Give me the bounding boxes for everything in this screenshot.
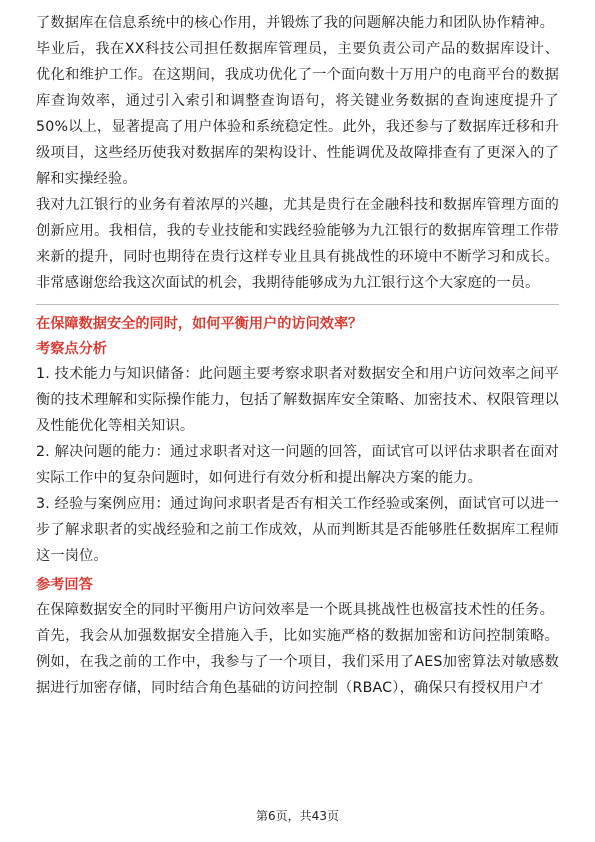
document-body bbox=[36, 10, 559, 701]
analysis-item-1: 1. 技术能力与知识储备：此问题主要考察求职者对数据安全和用户访问效率之间平衡的技术理解和实际操作能力，包括了解数据库安全策略、加密技术、权限管理以及性能优化等相关知识。 bbox=[36, 366, 559, 434]
intro-paragraph-3: 我对九江银行的业务有着浓厚的兴趣，尤其是贵行在金融科技和数据库管理方面的创新应用。我相信，我的专业技能和实践经验能够为九江银行的数据库管理工作带来新的提升，同时也期待在贵行这样专业且具有挑战性的环境中不断学习和成长。非常感谢您给我这次面试的机会，我期待能够成为九江银行这个大家庭的一员。 bbox=[36, 197, 559, 291]
analysis-item-2: 2. 解决问题的能力：通过求职者对这一问题的回答，面试官可以评估求职者在面对实际工作中的复杂问题时，如何进行有效分析和提出解决方案的能力。 bbox=[36, 444, 559, 486]
answer-paragraph-2: 首先，我会从加强数据安全措施入手，比如实施严格的数据加密和访问控制策略。例如，在我之前的工作中，我参与了一个项目，我们采用了AES加密算法对敏感数据进行加密存储，同时结合角色基础的访问控制（RBAC），确保只有授权用户才 bbox=[36, 628, 559, 696]
page-number: 第6页，共43页 bbox=[256, 809, 339, 823]
answer-heading: 参考回答 bbox=[36, 577, 93, 593]
question-title: 在保障数据安全的同时，如何平衡用户的访问效率？ bbox=[36, 316, 363, 332]
section-divider bbox=[36, 304, 559, 305]
analysis-heading: 考察点分析 bbox=[36, 341, 107, 357]
intro-paragraph-1: 了数据库在信息系统中的核心作用，并锻炼了我的问题解决能力和团队协作精神。 bbox=[36, 15, 554, 31]
answer-paragraph-1: 在保障数据安全的同时平衡用户访问效率是一个既具挑战性也极富技术性的任务。 bbox=[36, 602, 554, 618]
intro-paragraph-2: 毕业后，我在XX科技公司担任数据库管理员，主要负责公司产品的数据库设计、优化和维护工作。在这期间，我成功优化了一个面向数十万用户的电商平台的数据库查询效率，通过引入索引和调整查询语句，将关键业务数据的查询速度提升了50%以上，显著提高了用户体验和系统稳定性。此外，我还参与了数据库迁移和升级项目，这些经历使我对数据库的架构设计、性能调优及故障排查有了更深入的了解和实操经验。 bbox=[36, 41, 559, 187]
analysis-item-3: 3. 经验与案例应用：通过询问求职者是否有相关工作经验或案例，面试官可以进一步了解求职者的实战经验和之前工作成效，从而判断其是否能够胜任数据库工程师这一岗位。 bbox=[36, 496, 559, 564]
